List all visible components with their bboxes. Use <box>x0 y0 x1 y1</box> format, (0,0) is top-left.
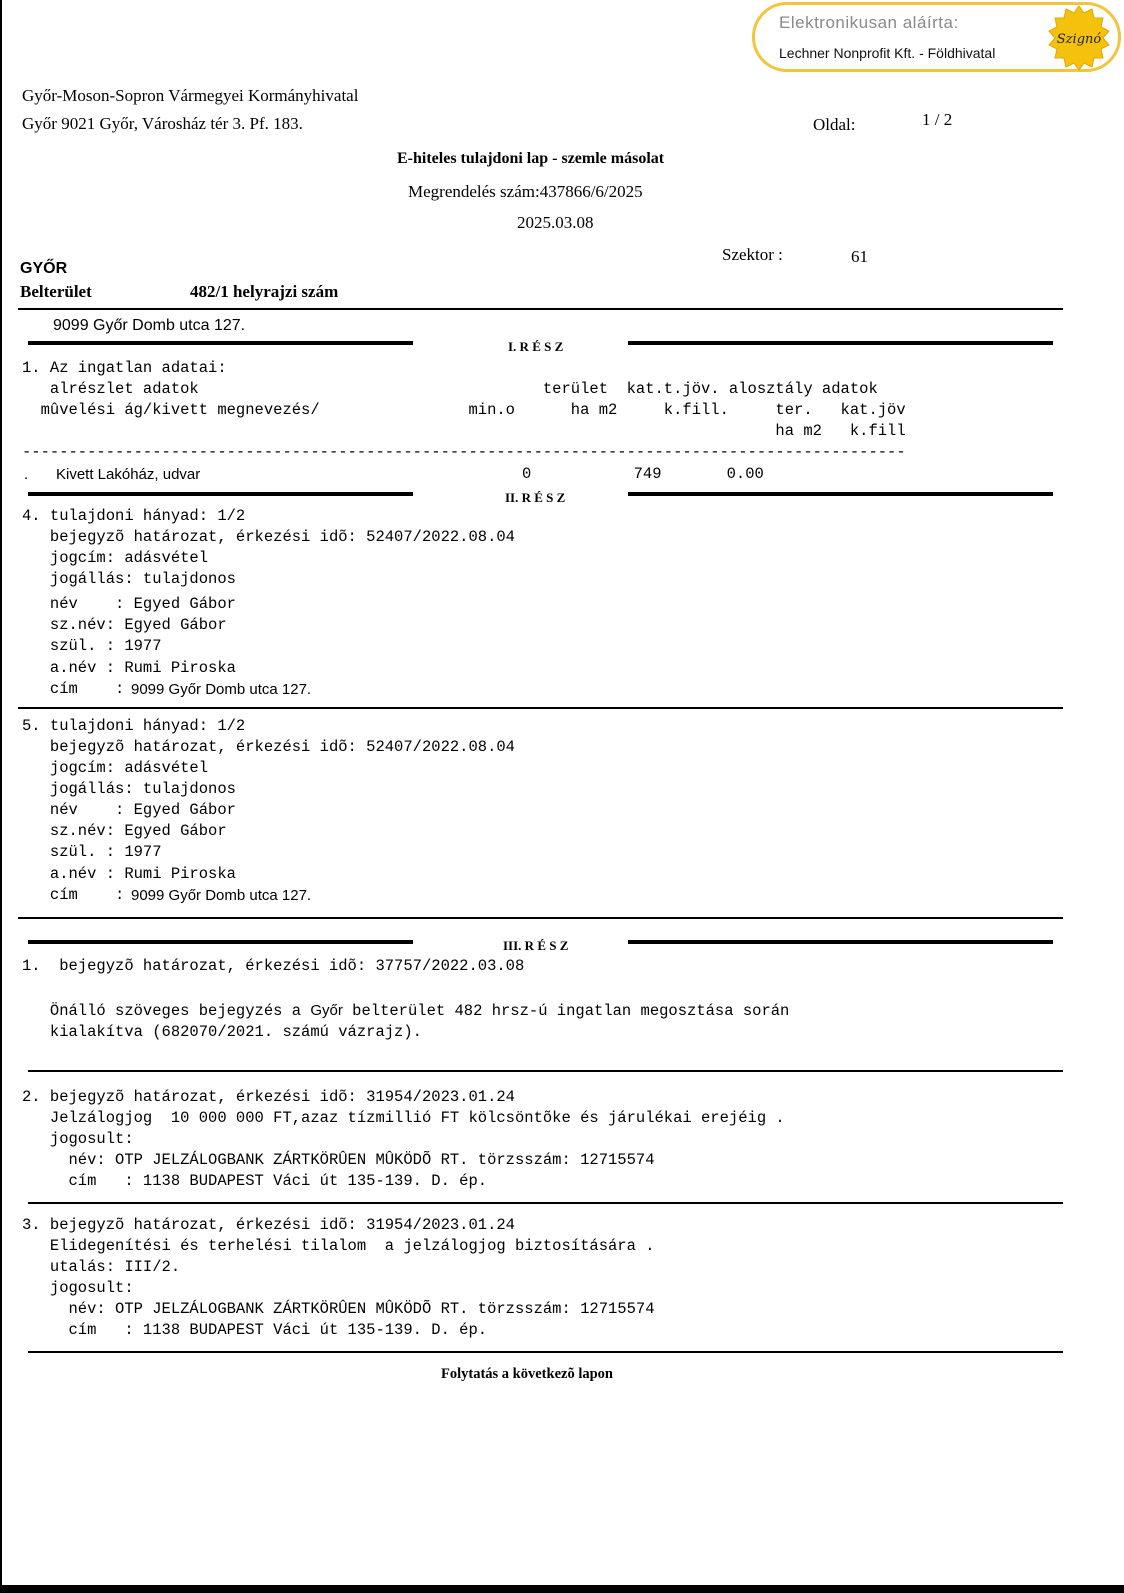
office-address: Győr 9021 Győr, Városház tér 3. Pf. 183. <box>22 114 303 133</box>
entry3-line: név: OTP JELZÁLOGBANK ZÁRTKÖRÛEN MÛKÖDÕ RT. törzsszám: 12715574 <box>22 1300 655 1318</box>
city-name: GYŐR <box>20 260 68 277</box>
owner-divider <box>18 707 1063 709</box>
entry1-line <box>22 1000 789 1022</box>
entry1-text-b: belterület 482 hrsz-ú ingatlan megosztása során <box>342 1002 790 1020</box>
owner-line: jogcím: adásvétel <box>22 549 209 567</box>
owner-line: jogcím: adásvétel <box>22 759 209 777</box>
entry-divider <box>28 1351 1063 1353</box>
office-name: Győr-Moson-Sopron Vármegyei Kormányhivatal <box>22 86 359 105</box>
entry1-line: kialakítva (682070/2021. számú vázrajz). <box>22 1023 422 1041</box>
page-border-bottom <box>0 1585 1124 1593</box>
owner-line: jogállás: tulajdonos <box>22 780 236 798</box>
document-title: E-hiteles tulajdoni lap - szemle másolat <box>397 150 665 167</box>
part1-line: mûvelési ág/kivett megnevezés/ min.o ha m2 k.fill. ter. kat.jöv <box>22 401 906 419</box>
part1-rule-left <box>28 341 413 345</box>
part1-separator: ----------------------------------------------------------------------------------------------- <box>22 443 906 461</box>
part2-heading: II. R É S Z <box>505 490 566 505</box>
owner-address-label: cím : <box>22 680 125 698</box>
part1-heading: I. R É S Z <box>508 339 564 354</box>
sector-value: 61 <box>851 247 868 266</box>
signature-title: Elektronikusan aláírta: <box>779 13 959 32</box>
parcel-row-values: 0 749 0.00 <box>522 465 764 483</box>
entry3-line: Elidegenítési és terhelési tilalom a jelzálogjog biztosítására . <box>22 1237 655 1255</box>
part1-rule-right <box>628 341 1053 345</box>
signature-seal-icon <box>1046 5 1112 71</box>
part1-line: alrészlet adatok terület kat.t.jöv. alosztály adatok <box>22 380 878 398</box>
entry1-line: 1. bejegyzõ határozat, érkezési idõ: 37757/2022.03.08 <box>22 957 525 975</box>
parcel-number: 482/1 helyrajzi szám <box>190 282 339 301</box>
owner-line: bejegyzõ határozat, érkezési idõ: 52407/2022.08.04 <box>22 528 515 546</box>
area-type: Belterület <box>20 282 92 301</box>
part3-rule-left <box>28 940 413 944</box>
owner-line: a.név : Rumi Piroska <box>22 659 236 677</box>
entry3-line: cím : 1138 BUDAPEST Váci út 135-139. D. ép. <box>22 1321 488 1339</box>
owner-line: szül. : 1977 <box>22 843 162 861</box>
parcel-row-name: Kivett Lakóház, udvar <box>56 466 201 483</box>
owner-address: 9099 Győr Domb utca 127. <box>131 681 312 698</box>
part2-rule-left <box>28 492 413 496</box>
seal-text: Szignó <box>1056 32 1102 47</box>
owner-line: név : Egyed Gábor <box>22 801 236 819</box>
entry-divider <box>28 1202 1063 1204</box>
document-date: 2025.03.08 <box>517 213 594 232</box>
part1-line: ha m2 k.fill <box>22 422 906 440</box>
entry1-text-a: Önálló szöveges bejegyzés a <box>22 1002 311 1020</box>
continuation-note: Folytatás a következõ lapon <box>441 1366 613 1382</box>
owner-divider <box>18 917 1063 919</box>
entry2-line: 2. bejegyzõ határozat, érkezési idõ: 31954/2023.01.24 <box>22 1088 515 1106</box>
entry2-line: Jelzálogjog 10 000 000 FT,azaz tízmillió FT kölcsöntõke és járulékai erejéig . <box>22 1109 785 1127</box>
entry-divider <box>28 1070 1063 1072</box>
part3-rule-right <box>628 940 1053 944</box>
owner-line: név : Egyed Gábor <box>22 595 236 613</box>
owner-line: a.név : Rumi Piroska <box>22 865 236 883</box>
part2-rule-right <box>628 492 1053 496</box>
property-address: 9099 Győr Domb utca 127. <box>53 317 246 334</box>
entry1-city: Győr <box>310 1002 343 1019</box>
parcel-row-dot: . <box>24 466 29 483</box>
entry3-line: utalás: III/2. <box>22 1258 181 1276</box>
owner-line: jogállás: tulajdonos <box>22 570 236 588</box>
owner-line: szül. : 1977 <box>22 637 162 655</box>
header-divider <box>18 308 1063 310</box>
owner-line: 4. tulajdoni hányad: 1/2 <box>22 507 246 525</box>
entry2-line: név: OTP JELZÁLOGBANK ZÁRTKÖRÛEN MÛKÖDÕ RT. törzsszám: 12715574 <box>22 1151 655 1169</box>
page-number: 1 / 2 <box>922 110 953 129</box>
owner-line: bejegyzõ határozat, érkezési idõ: 52407/2022.08.04 <box>22 738 515 756</box>
entry2-line: cím : 1138 BUDAPEST Váci út 135-139. D. ép. <box>22 1172 488 1190</box>
owner-line: sz.név: Egyed Gábor <box>22 616 227 634</box>
entry2-line: jogosult: <box>22 1130 134 1148</box>
part1-line: 1. Az ingatlan adatai: <box>22 359 227 377</box>
owner-line: sz.név: Egyed Gábor <box>22 822 227 840</box>
signature-organization: Lechner Nonprofit Kft. - Földhivatal <box>779 45 996 61</box>
page-border-left <box>0 0 2 1593</box>
owner-address: 9099 Győr Domb utca 127. <box>131 887 312 904</box>
sector-label: Szektor : <box>722 245 783 264</box>
order-number: Megrendelés szám:437866/6/2025 <box>408 182 643 201</box>
page-label: Oldal: <box>813 115 856 134</box>
owner-address-label: cím : <box>22 886 125 904</box>
entry3-line: jogosult: <box>22 1279 134 1297</box>
owner-line: 5. tulajdoni hányad: 1/2 <box>22 717 246 735</box>
entry3-line: 3. bejegyzõ határozat, érkezési idõ: 31954/2023.01.24 <box>22 1216 515 1234</box>
part3-heading: III. R É S Z <box>503 938 569 953</box>
